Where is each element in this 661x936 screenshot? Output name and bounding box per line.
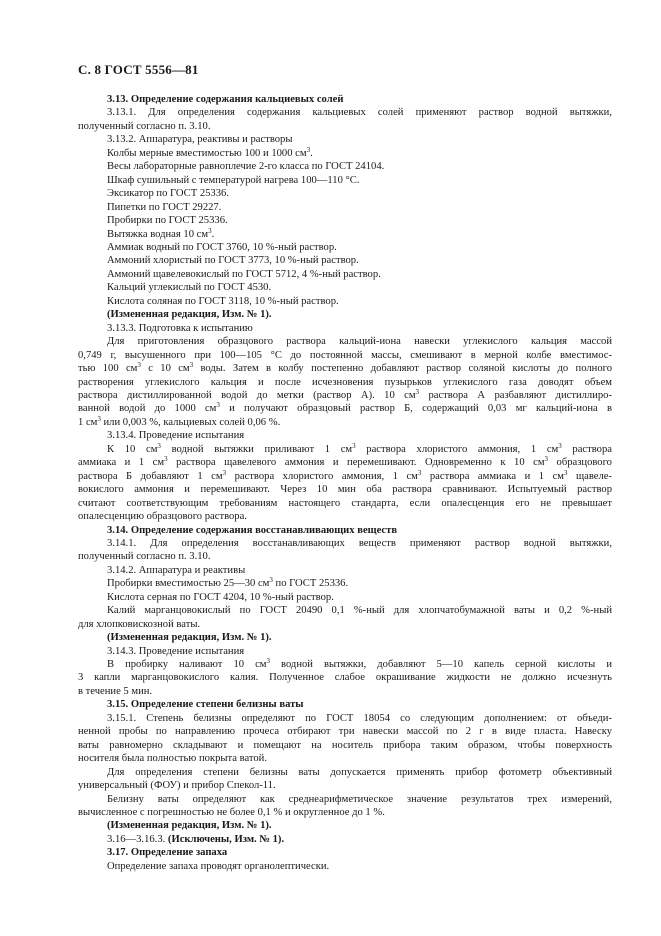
text-line: универсальный (ФОУ) и прибор Спекол-11. bbox=[78, 780, 276, 792]
text-line: 0,749 г, высушенного при 100—105 °С до постоянной массы, смешивают в мерной колбе вместимос- bbox=[78, 349, 612, 361]
amendment-note: (Измененная редакция, Изм. № 1). bbox=[107, 820, 272, 832]
text-line: ненной пробы по направлению прочеса отбирают три навески массой по 2 г в виде пласта. Навеску bbox=[78, 726, 612, 738]
paragraph: 3.14.1. Для определения восстанавливающих веществ применяют раствор водной вытяжки, bbox=[107, 537, 612, 549]
section-3-15-title: 3.15. Определение степени белизны ваты bbox=[107, 699, 304, 711]
list-item: Весы лабораторные равноплечие 2-го класса по ГОСТ 24104. bbox=[107, 161, 385, 173]
page-header: С. 8 ГОСТ 5556—81 bbox=[78, 62, 199, 77]
paragraph: 3.13.1. Для определения содержания кальциевых солей применяют раствор водной вытяжки, bbox=[107, 107, 612, 119]
list-item: Пробирки по ГОСТ 25336. bbox=[107, 215, 228, 227]
text-line: носителя была полностью покрыта ватой. bbox=[78, 753, 267, 765]
section-3-14-title: 3.14. Определение содержания восстанавливающих веществ bbox=[107, 524, 398, 536]
paragraph: полученный согласно п. 3.10. bbox=[78, 120, 211, 132]
list-item: Аммоний хлористый по ГОСТ 3773, 10 %-ный раствор. bbox=[107, 255, 359, 267]
amendment-note: (Измененная редакция, Изм. № 1). bbox=[107, 632, 272, 644]
paragraph: полученный согласно п. 3.10. bbox=[78, 551, 211, 563]
list-item: Пипетки по ГОСТ 29227. bbox=[107, 201, 222, 213]
subsection-heading: 3.13.2. Аппаратура, реактивы и растворы bbox=[107, 134, 293, 146]
text-line: растворения углекислого кальция и после исчезновения пузырьков углекислого газа доводят объем bbox=[78, 376, 612, 388]
text-line: ваты равномерно складывают и помещают на носитель прибора таким образом, чтобы поверхность bbox=[78, 739, 612, 751]
exclusion-note: 3.16—3.16.3. (Исключены, Изм. № 1). bbox=[107, 833, 285, 845]
text-line: раствора Б добавляют 1 $см^3$ раствора хлористого аммония, 1 $см^3$ раствора аммиака и 1 $см^3$ щавеле- bbox=[78, 468, 613, 482]
list-item: для хлопковискозной ваты. bbox=[78, 618, 201, 630]
text-line: аммиака и 1 $см^3$ раствора щавелевого аммония и перемешивают. Одновременно к 10 $см^3$ образцового bbox=[78, 455, 612, 469]
list-item: Эксикатор по ГОСТ 25336. bbox=[107, 188, 229, 200]
list-item: Пробирки вместимостью 25—30 $см^3$ по ГОСТ 25336. bbox=[107, 576, 349, 590]
text-line: вычисленное с погрешностью не более 0,1 % и округленное до 1 %. bbox=[78, 807, 385, 819]
document-body bbox=[78, 93, 612, 873]
list-item: Кислота серная по ГОСТ 4204, 10 %-ный раствор. bbox=[107, 591, 334, 603]
list-item: Шкаф сушильный с температурой нагрева 100—110 °С. bbox=[107, 174, 360, 186]
text-line: К 10 $см^3$ водной вытяжки приливают 1 $см^3$ раствора хлористого аммония, 1 $см^3$ раствора bbox=[107, 441, 612, 455]
text-line: тью 100 $см^3$ с 10 $см^3$ воды. Затем в колбу постепенно добавляют раствор соляной кислоты до полного bbox=[78, 361, 613, 375]
amendment-note: (Измененная редакция, Изм. № 1). bbox=[107, 309, 272, 321]
text-line: Белизну ваты определяют как среднеарифметическое значение результатов трех измерений, bbox=[107, 793, 612, 805]
list-item: Вытяжка водная 10 $см^3$. bbox=[107, 226, 215, 240]
text-line: 1 $см^3$ или 0,003 %, кальциевых солей 0,06 %. bbox=[78, 414, 281, 428]
subsection-heading: 3.13.3. Подготовка к испытанию bbox=[107, 322, 253, 334]
text-line: в течение 5 мин. bbox=[78, 685, 153, 697]
section-3-13-title: 3.13. Определение содержания кальциевых солей bbox=[107, 94, 344, 105]
text-line: ванной водой до 1000 $см^3$ и получают образцовый раствор Б, содержащий 0,03 мг кальций-иона в bbox=[78, 401, 613, 415]
list-item: Кислота соляная по ГОСТ 3118, 10 %-ный раствор. bbox=[107, 295, 339, 307]
subsection-heading: 3.14.3. Проведение испытания bbox=[107, 645, 245, 657]
text-line: опалесценцию образцового раствора. bbox=[78, 511, 247, 523]
text-line: 3.15.1. Степень белизны определяют по ГОСТ 18054 со следующим дополнением: от объеди- bbox=[107, 712, 612, 724]
list-item: Аммиак водный по ГОСТ 3760, 10 %-ный раствор. bbox=[107, 241, 337, 253]
list-item: Кальций углекислый по ГОСТ 4530. bbox=[107, 282, 272, 294]
text-line: вокислого аммония и перемешивают. Через 10 мин оба раствора сравнивают. Испытуемый раствор bbox=[78, 484, 612, 496]
section-3-17-title: 3.17. Определение запаха bbox=[107, 847, 228, 859]
text-line: Для приготовления образцового раствора кальций-иона навески углекислого кальция массой bbox=[107, 336, 612, 348]
subsection-heading: 3.14.2. Аппаратура и реактивы bbox=[107, 564, 246, 576]
text-line: В пробирку наливают 10 $см^3$ водной вытяжки, добавляют 5—10 капель серной кислоты и bbox=[107, 657, 612, 671]
text-line: Для определения степени белизны ваты допускается применять прибор фотометр объективный bbox=[107, 766, 612, 778]
text-line: 3 капли марганцовокислого калия. Полученное слабое окрашивание жидкости не должно исчезнуть bbox=[78, 672, 612, 684]
list-item: Колбы мерные вместимостью 100 и 1000 $см^3$. bbox=[107, 145, 313, 159]
list-item: Аммоний щавелевокислый по ГОСТ 5712, 4 %-ный раствор. bbox=[107, 268, 381, 280]
list-item: Калий марганцовокислый по ГОСТ 20490 0,1 %-ный для хлопчатобумажной ваты и 0,2 %-ный bbox=[107, 605, 612, 617]
paragraph: Определение запаха проводят органолептически. bbox=[107, 860, 330, 872]
subsection-heading: 3.13.4. Проведение испытания bbox=[107, 430, 245, 442]
text-line: считают соответствующим требованиям настоящего стандарта, если опалесценция его не превышает bbox=[78, 497, 612, 509]
text-line: раствора дистиллированной водой до метки (раствор А). 10 $см^3$ раствора А разбавляют дистиллиро- bbox=[78, 387, 612, 401]
